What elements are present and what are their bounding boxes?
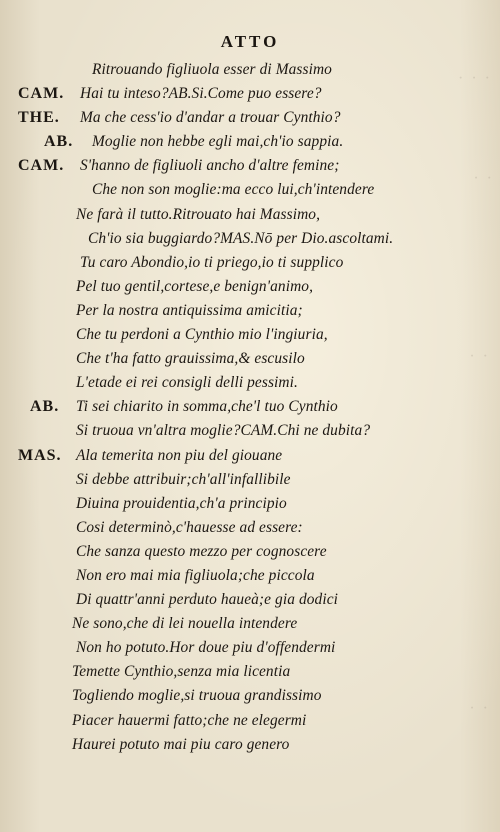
verse-line: [0, 227, 500, 251]
line-text: Ma che cess'io d'andar a trouar Cynthio?: [80, 109, 341, 127]
line-text: Diuina prouidentia,ch'a principio: [76, 494, 287, 512]
line-text: Che tu perdoni a Cynthio mio l'ingiuria,: [76, 326, 328, 344]
speaker-label: CAM.: [18, 85, 65, 103]
line-text: Piacer hauermi fatto;che ne elegermi: [72, 711, 307, 729]
line-text: Non ero mai mia figliuola;che piccola: [76, 566, 315, 584]
line-text: S'hanno de figliuoli ancho d'altre femine;: [80, 157, 340, 175]
show-through-mark: · ·: [469, 348, 490, 365]
verse-line: [0, 733, 500, 757]
line-text: Che t'ha fatto grauissima,& escusilo: [76, 350, 305, 368]
show-through-mark: · ·: [469, 700, 490, 717]
speaker-label: CAM.: [18, 157, 65, 175]
verse-line: [0, 684, 500, 708]
verse-line: [0, 468, 500, 492]
line-text: Ch'io sia buggiardo?MAS.Nō per Dio.ascoltami.: [88, 229, 394, 247]
verse-lines: [0, 58, 500, 757]
verse-line: [0, 709, 500, 733]
verse-line: [0, 419, 500, 443]
line-text: Haurei potuto mai piu caro genero: [72, 735, 290, 753]
speaker-label: MAS.: [18, 446, 62, 464]
verse-line: [0, 203, 500, 227]
line-text: Tu caro Abondio,io ti priego,io ti supplico: [80, 253, 344, 271]
line-text: Pel tuo gentil,cortese,e benign'animo,: [76, 277, 314, 295]
verse-line: [0, 178, 500, 202]
show-through-mark: · · ·: [458, 70, 492, 87]
verse-line: [0, 299, 500, 323]
line-text: Ti sei chiarito in somma,che'l tuo Cynthio: [76, 398, 338, 416]
line-text: Che non son moglie:ma ecco lui,ch'intendere: [92, 181, 375, 199]
verse-line: [0, 492, 500, 516]
verse-line: [0, 516, 500, 540]
line-text: Moglie non hebbe egli mai,ch'io sappia.: [92, 133, 344, 151]
verse-line: [0, 612, 500, 636]
line-text: Ne farà il tutto.Ritrouato hai Massimo,: [76, 205, 321, 223]
verse-line: [0, 540, 500, 564]
line-text: Per la nostra antiquissima amicitia;: [76, 301, 303, 319]
line-text: Che sanza questo mezzo per cognoscere: [76, 542, 327, 560]
verse-line: [0, 130, 500, 154]
speaker-label: THE.: [18, 109, 60, 127]
speaker-label: AB.: [44, 133, 74, 151]
verse-line: [0, 58, 500, 82]
line-text: Ala temerita non piu del giouane: [76, 446, 283, 464]
line-text: Si truoua vn'altra moglie?CAM.Chi ne dubita?: [76, 422, 371, 440]
verse-line: [0, 106, 500, 130]
line-text: Temette Cynthio,senza mia licentia: [72, 663, 291, 681]
running-header: ATTO: [220, 32, 280, 51]
verse-line: [0, 395, 500, 419]
show-through-mark: · ·: [473, 170, 494, 187]
verse-line: [0, 564, 500, 588]
line-text: Togliendo moglie,si truoua grandissimo: [72, 687, 322, 705]
verse-line: [0, 660, 500, 684]
verse-line: [0, 323, 500, 347]
line-text: Hai tu inteso?AB.Si.Come puo essere?: [80, 85, 322, 103]
line-text: Di quattr'anni perduto haueà;e gia dodici: [76, 591, 339, 609]
speaker-label: AB.: [30, 398, 60, 416]
verse-line: [0, 371, 500, 395]
verse-line: [0, 251, 500, 275]
line-text: Ne sono,che di lei nouella intendere: [72, 615, 298, 633]
verse-line: [0, 154, 500, 178]
verse-line: [0, 347, 500, 371]
line-text: Si debbe attribuir;ch'all'infallibile: [76, 470, 291, 488]
verse-line: [0, 444, 500, 468]
verse-line: [0, 275, 500, 299]
line-text: L'etade ei rei consigli delli pessimi.: [76, 374, 298, 392]
verse-line: [0, 588, 500, 612]
verse-line: [0, 82, 500, 106]
line-text: Non ho potuto.Hor doue piu d'offendermi: [76, 639, 336, 657]
verse-line: [0, 636, 500, 660]
line-text: Ritrouando figliuola esser di Massimo: [92, 61, 332, 78]
line-text: Cosi determinò,c'hauesse ad essere:: [76, 518, 303, 536]
